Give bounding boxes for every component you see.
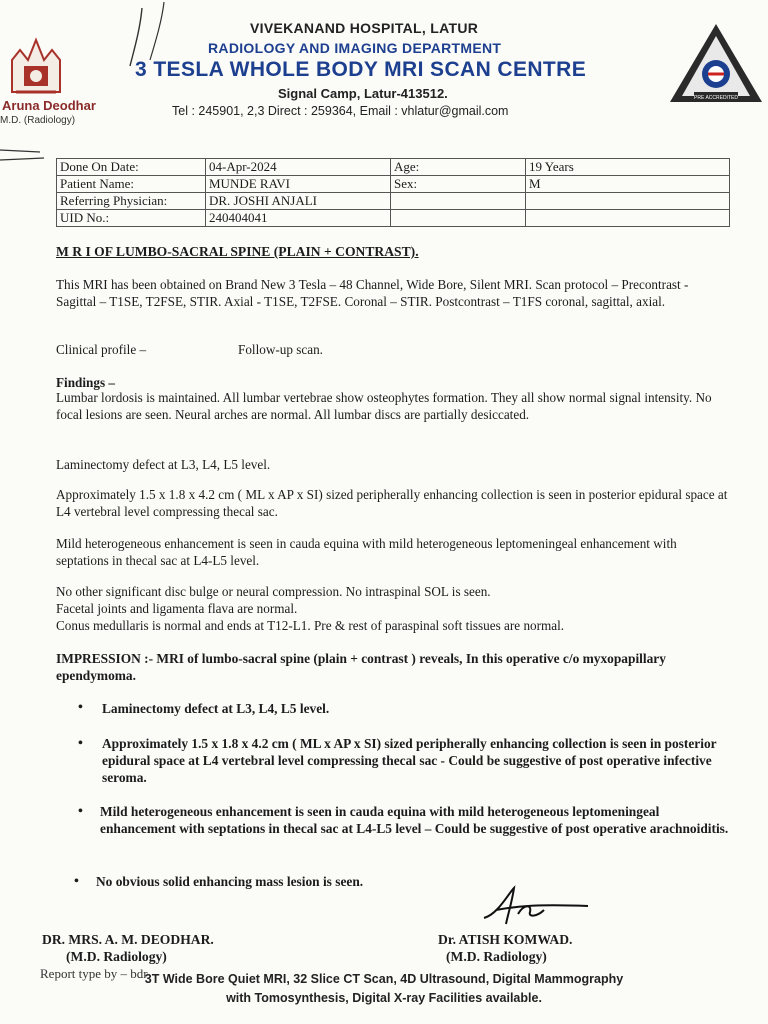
doctor-handwritten-name: Aruna Deodhar: [2, 98, 96, 113]
report-title: M R I OF LUMBO-SACRAL SPINE (PLAIN + CONTRAST).: [56, 244, 419, 259]
hospital-name: VIVEKANAND HOSPITAL, LATUR: [250, 20, 479, 36]
pen-mark: [0, 140, 60, 170]
age-label: Age:: [391, 159, 526, 176]
footer-line: 3T Wide Bore Quiet MRI, 32 Slice CT Scan, 4D Ultrasound, Digital Mammography: [144, 972, 624, 986]
bullet-marker: •: [78, 700, 83, 715]
right-signatory-name: Dr. ATISH KOMWAD.: [438, 932, 573, 947]
scan-protocol: This MRI has been obtained on Brand New 3 Tesla – 48 Channel, Wide Bore, Silent MRI. Scan protocol – Precontrast - Sagittal – T1SE, T2FSE, STIR. Axial - T1SE, T2FSE. Coronal – STIR. Postcontrast – T1FS coronal, sagittal, axial.: [56, 277, 689, 309]
clinical-profile-label: Clinical profile –: [56, 342, 147, 357]
centre-name: 3 TESLA WHOLE BODY MRI SCAN CENTRE: [135, 58, 587, 81]
sex-value: M: [526, 176, 730, 193]
clinical-profile-value: Follow-up scan.: [238, 342, 323, 357]
sex-label: Sex:: [391, 176, 526, 193]
accreditation-badge: [668, 22, 764, 106]
findings-label: Findings –: [56, 375, 116, 390]
done-on-label: Done On Date:: [57, 159, 206, 176]
patient-name-label: Patient Name:: [57, 176, 206, 193]
handwritten-signature: [478, 884, 598, 930]
footer-line: with Tomosynthesis, Digital X-ray Facilities available.: [226, 991, 542, 1005]
findings-paragraph: Lumbar lordosis is maintained. All lumbar vertebrae show osteophytes formation. They all show normal signal intensity. No focal lesions are seen. Neural arches are normal. All lumbar discs are partially desiccated.: [56, 390, 712, 422]
hospital-logo: [8, 36, 64, 94]
patient-name-value: MUNDE RAVI: [206, 176, 391, 193]
doctor-degree: M.D. (Radiology): [0, 115, 76, 126]
findings-paragraph: Facetal joints and ligamenta flava are normal.: [56, 601, 298, 616]
svg-text:PRE ACCREDITED: PRE ACCREDITED: [694, 95, 738, 101]
done-on-value: 04-Apr-2024: [206, 159, 391, 176]
findings-paragraph: Conus medullaris is normal and ends at T12-L1. Pre & rest of paraspinal soft tissues are normal.: [56, 618, 565, 633]
pen-mark: [100, 0, 180, 70]
physician-label: Referring Physician:: [57, 193, 206, 210]
report-type: Report type by – bdr: [40, 966, 148, 981]
impression-bullet: Mild heterogeneous enhancement is seen in cauda equina with mild heterogeneous leptomeningeal enhancement with septations in thecal sac at L4-L5 level – Could be suggestive of post operative arachnoiditis.: [100, 804, 729, 836]
contact-line: Tel : 245901, 2,3 Direct : 259364, Email : vhlatur@gmail.com: [172, 104, 509, 118]
right-signatory-degree: (M.D. Radiology): [446, 949, 547, 964]
impression-bullet: Approximately 1.5 x 1.8 x 4.2 cm ( ML x AP x SI) sized peripherally enhancing collection is seen in posterior epidural space at L4 vertebral level compressing thecal sac - Could be suggestive of post operative infective seroma.: [102, 736, 717, 785]
findings-paragraph: Mild heterogeneous enhancement is seen in cauda equina with mild heterogeneous leptomeningeal enhancement with septations in thecal sac at L4-L5 level.: [56, 536, 677, 568]
physician-value: DR. JOSHI ANJALI: [206, 193, 391, 210]
bullet-marker: •: [78, 736, 83, 751]
bullet-marker: •: [74, 874, 79, 889]
findings-paragraph: Laminectomy defect at L3, L4, L5 level.: [56, 457, 271, 472]
impression-bullet: No obvious solid enhancing mass lesion is seen.: [96, 874, 364, 889]
age-value: 19 Years: [526, 159, 730, 176]
findings-paragraph: Approximately 1.5 x 1.8 x 4.2 cm ( ML x AP x SI) sized peripherally enhancing collection is seen in posterior epidural space at L4 vertebral level compressing thecal sac.: [56, 487, 728, 519]
left-signatory-name: DR. MRS. A. M. DEODHAR.: [42, 932, 214, 947]
uid-value: 240404041: [206, 210, 391, 227]
impression-bullet: Laminectomy defect at L3, L4, L5 level.: [102, 701, 330, 716]
left-signatory-degree: (M.D. Radiology): [66, 949, 167, 964]
department-name: RADIOLOGY AND IMAGING DEPARTMENT: [208, 40, 502, 56]
findings-paragraph: No other significant disc bulge or neural compression. No intraspinal SOL is seen.: [56, 584, 491, 599]
uid-label: UID No.:: [57, 210, 206, 227]
impression: IMPRESSION :- MRI of lumbo-sacral spine (plain + contrast ) reveals, In this operative c/o myxopapillary ependymoma.: [56, 651, 666, 683]
footer: [60, 970, 708, 1008]
address: Signal Camp, Latur-413512.: [278, 86, 448, 101]
bullet-marker: •: [78, 804, 83, 819]
patient-info-table: [56, 158, 730, 227]
